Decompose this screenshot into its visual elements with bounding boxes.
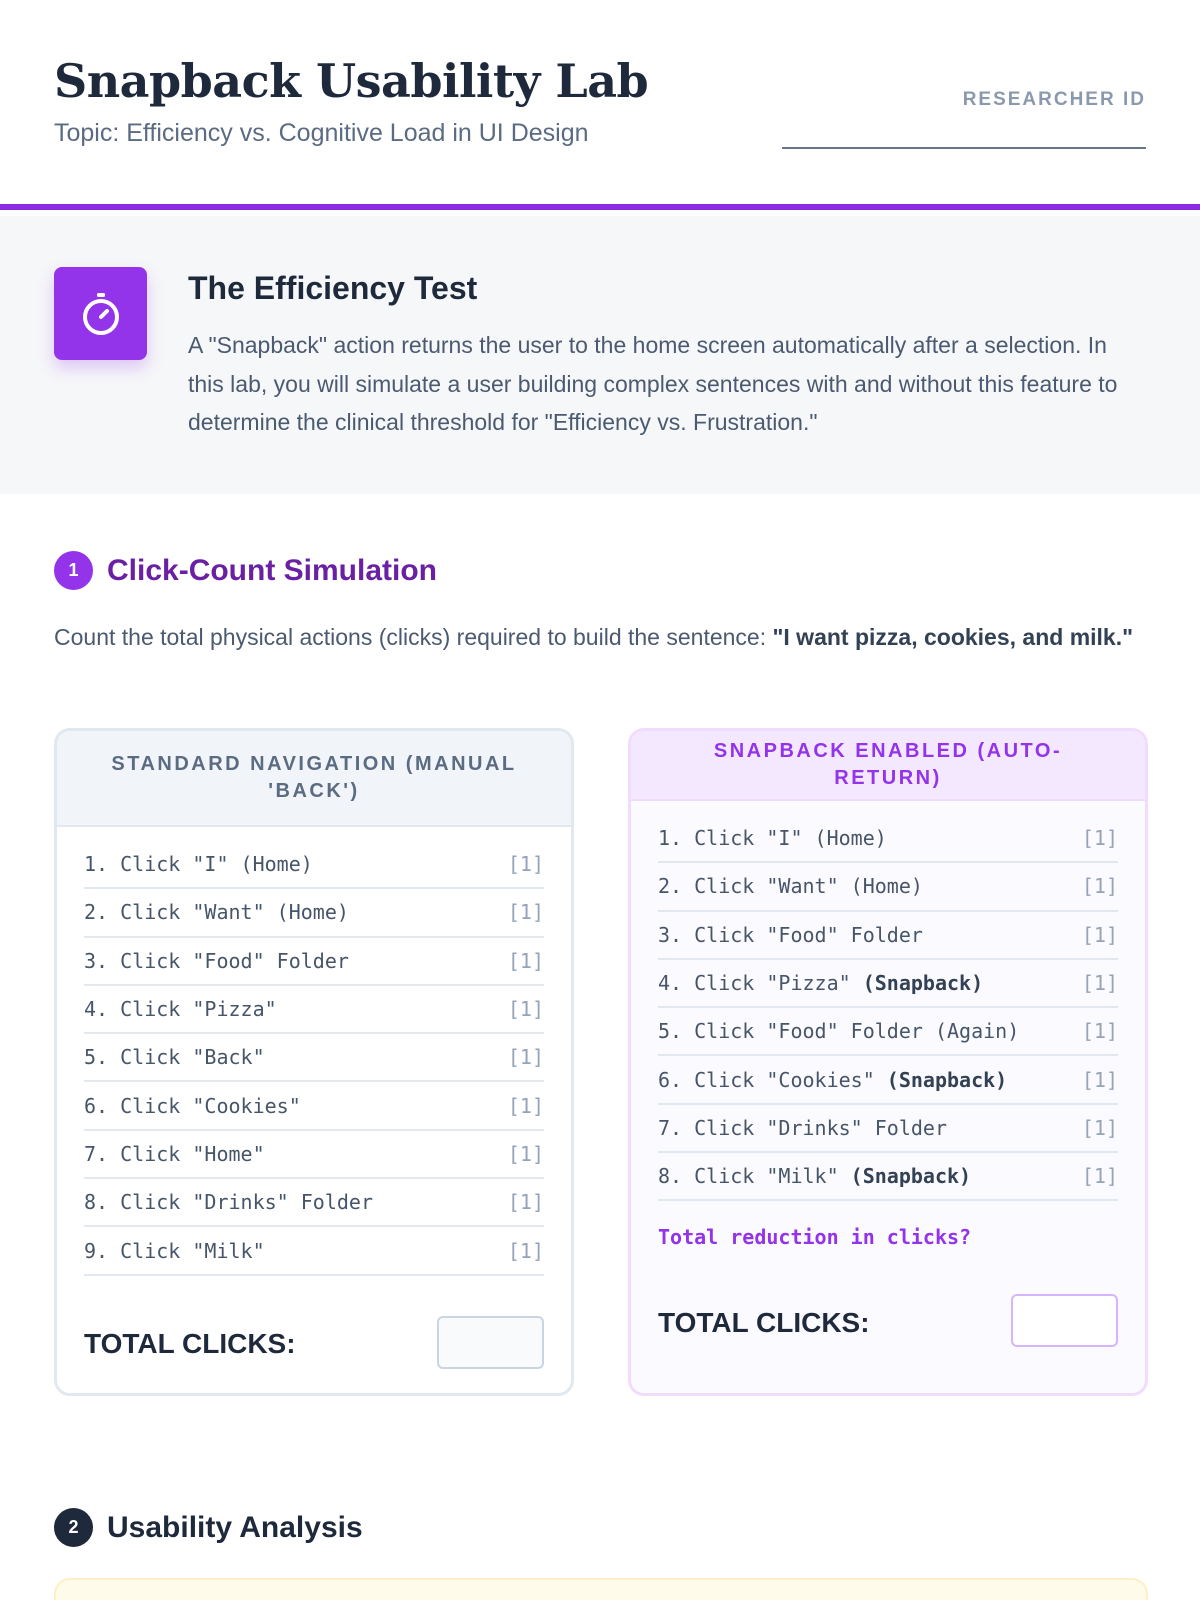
step-text: 6. Click "Cookies" (84, 1093, 301, 1118)
researcher-id-field[interactable] (782, 147, 1146, 149)
step-click-count: [1] (507, 1190, 544, 1215)
step-click-count: [1] (1081, 826, 1118, 851)
step-label (84, 1094, 301, 1118)
step-text: 4. Click "Pizza" (84, 997, 277, 1022)
researcher-id-label: RESEARCHER ID (962, 89, 1146, 110)
step-label (84, 997, 277, 1021)
intro-title: The Efficiency Test (188, 270, 478, 306)
section-number-badge: 1 (54, 551, 93, 590)
step-label (658, 1116, 947, 1140)
step-text: 4. Click "Pizza" (658, 971, 863, 996)
step-row (658, 815, 1118, 863)
step-row (658, 863, 1118, 911)
step-text: 7. Click "Drinks" Folder (658, 1115, 947, 1140)
step-label (658, 971, 983, 995)
step-label (658, 874, 923, 898)
step-row (84, 1034, 544, 1082)
step-text: 2. Click "Want" (Home) (84, 900, 349, 925)
step-click-count: [1] (1081, 1067, 1118, 1092)
step-text: 1. Click "I" (Home) (658, 826, 887, 851)
snapback-step-list (658, 815, 1118, 1201)
step-text: 3. Click "Food" Folder (658, 922, 923, 947)
step-label (84, 852, 313, 876)
step-click-count: [1] (1081, 1115, 1118, 1140)
analysis-box (54, 1578, 1148, 1600)
step-click-count: [1] (1081, 1019, 1118, 1044)
snapback-tag: (Snapback) (862, 971, 984, 996)
step-row (84, 1082, 544, 1130)
step-row (84, 986, 544, 1034)
snapback-total-input[interactable] (1011, 1294, 1118, 1347)
step-click-count: [1] (1081, 874, 1118, 899)
step-row (658, 1056, 1118, 1104)
step-row (658, 912, 1118, 960)
total-clicks-label: TOTAL CLICKS: (658, 1307, 870, 1338)
step-text: 1. Click "I" (Home) (84, 852, 313, 877)
step-click-count: [1] (1081, 1164, 1118, 1189)
step-label (84, 1190, 373, 1214)
step-label (84, 1239, 265, 1263)
total-clicks-label: TOTAL CLICKS: (84, 1328, 296, 1359)
step-text: 8. Click "Milk" (658, 1164, 851, 1189)
step-click-count: [1] (507, 1093, 544, 1118)
stopwatch-icon (54, 267, 147, 360)
step-click-count: [1] (507, 1238, 544, 1263)
standard-navigation-card (54, 728, 574, 1396)
section-title-usability-analysis: Usability Analysis (107, 1511, 363, 1544)
step-text: 9. Click "Milk" (84, 1238, 265, 1263)
step-click-count: [1] (507, 900, 544, 925)
snapback-tag: (Snapback) (886, 1067, 1008, 1092)
step-row (658, 1153, 1118, 1201)
step-click-count: [1] (507, 997, 544, 1022)
snapback-card-heading: SNAPBACK ENABLED (AUTO-RETURN) (631, 731, 1145, 801)
step-text: 3. Click "Food" Folder (84, 948, 349, 973)
step-click-count: [1] (507, 1045, 544, 1070)
step-row (658, 960, 1118, 1008)
instruction-prefix: Count the total physical actions (clicks) required to build the sentence: (54, 624, 773, 650)
step-text: 2. Click "Want" (Home) (658, 874, 923, 899)
step-label (84, 1045, 265, 1069)
reduction-prompt: Total reduction in clicks? (658, 1225, 972, 1249)
intro-text: A "Snapback" action returns the user to the home screen automatically after a selection. In this lab, you will simulate a user building complex sentences with and without this feature to determine the clinical threshold for "Efficiency vs. Frustration." (188, 332, 1118, 435)
step-row (84, 1179, 544, 1227)
page-subtitle: Topic: Efficiency vs. Cognitive Load in UI Design (54, 119, 589, 147)
section-number-badge: 2 (54, 1508, 93, 1547)
step-row (84, 938, 544, 986)
step-label (84, 900, 349, 924)
step-click-count: [1] (507, 948, 544, 973)
step-label (84, 949, 349, 973)
step-click-count: [1] (507, 1141, 544, 1166)
page-header (0, 0, 1200, 210)
step-label (84, 1142, 265, 1166)
step-label (658, 1164, 971, 1188)
step-label (658, 826, 887, 850)
step-click-count: [1] (507, 852, 544, 877)
step-label (658, 923, 923, 947)
step-row (84, 889, 544, 937)
step-text: 8. Click "Drinks" Folder (84, 1190, 373, 1215)
step-row (84, 1227, 544, 1275)
standard-step-list (84, 841, 544, 1276)
step-label (658, 1068, 1007, 1092)
step-label (658, 1019, 1019, 1043)
standard-total-input[interactable] (437, 1316, 544, 1369)
step-click-count: [1] (1081, 922, 1118, 947)
intro-panel (0, 216, 1200, 494)
step-click-count: [1] (1081, 971, 1118, 996)
section-instruction (54, 620, 1154, 654)
standard-card-heading: STANDARD NAVIGATION (MANUAL 'BACK') (57, 731, 571, 827)
step-row (84, 1131, 544, 1179)
step-row (658, 1008, 1118, 1056)
snapback-tag: (Snapback) (850, 1164, 972, 1189)
step-text: 5. Click "Food" Folder (Again) (658, 1019, 1020, 1044)
target-sentence: "I want pizza, cookies, and milk." (772, 624, 1134, 650)
step-text: 7. Click "Home" (84, 1141, 265, 1166)
section-title-click-count: Click-Count Simulation (107, 554, 437, 587)
step-row (84, 841, 544, 889)
step-text: 5. Click "Back" (84, 1045, 265, 1070)
step-text: 6. Click "Cookies" (658, 1067, 887, 1092)
page-title: Snapback Usability Lab (54, 54, 649, 108)
step-row (658, 1105, 1118, 1153)
snapback-card (628, 728, 1148, 1396)
